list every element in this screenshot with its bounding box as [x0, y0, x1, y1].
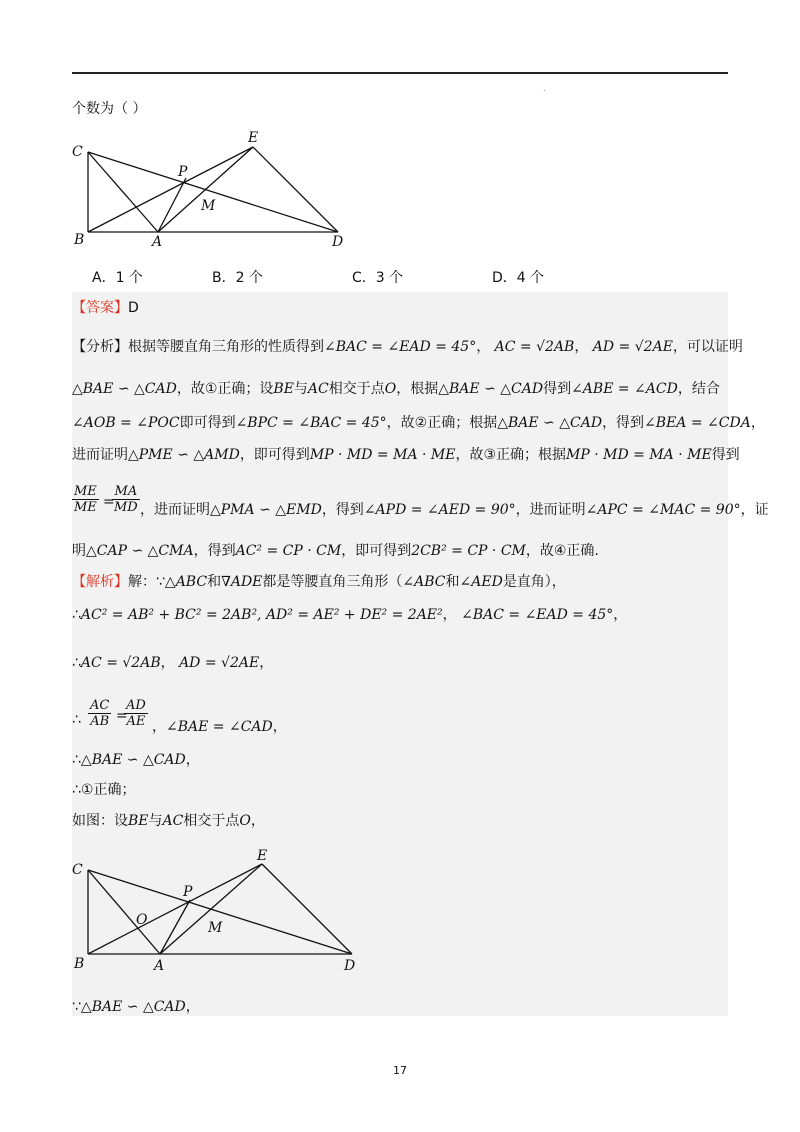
label-P: P: [183, 884, 193, 900]
analysis-line-2: △BAE ∽ △CAD，故①正确；设BE与AC相交于点O，根据△BAE ∽ △CAD得到∠ABE = ∠ACD，结合: [72, 381, 720, 397]
segment-CD: [88, 152, 338, 232]
solution-tag: 【解析】: [72, 574, 128, 590]
segment-ED: [253, 147, 338, 232]
analysis-line-5: ，进而证明△PMA ∽ △EMD，得到∠APD = ∠AED = 90°，进而证明∠APC = ∠MAC = 90°，证: [140, 502, 769, 518]
label-B: B: [74, 232, 85, 248]
label-M: M: [201, 198, 216, 214]
option-c: C．3 个: [352, 270, 404, 286]
solution-line-8: ∵△BAE ∽ △CAD，: [72, 999, 200, 1015]
analysis-line-4: 进而证明△PME ∽ △AMD，即可得到MP · MD = MA · ME，故③正确；根据MP · MD = MA · ME得到: [72, 447, 740, 463]
analysis-line-3: ∠AOB = ∠POC即可得到∠BPC = ∠BAC = 45°，故②正确；根据△BAE ∽ △CAD，得到∠BEA = ∠CDA，: [72, 415, 765, 431]
solution-line-1: 【解析】解：∵△ABC和∇ADE都是等腰直角三角形（∠ABC和∠AED是直角），: [72, 574, 566, 590]
fraction-me-me: $\frac{ME}{ME}$: [74, 484, 97, 515]
answer-tag: 【答案】: [72, 300, 128, 316]
option-b: B．2 个: [212, 270, 263, 286]
fraction-ad-ae: $\frac{AD}{AE}$: [126, 698, 146, 729]
segment-AP: [158, 178, 186, 232]
segment-CA: [88, 870, 160, 954]
page-number: 17: [393, 1064, 407, 1077]
analysis-tag: 【分析】: [72, 339, 128, 355]
geometry-figure-2: [60, 840, 380, 980]
label-A: A: [154, 958, 165, 974]
label-D: D: [332, 234, 344, 250]
answer-line: [72, 297, 139, 317]
solution-line-2: ∴AC² = AB² + BC² = 2AB², AD² = AE² + DE² = 2AE²， ∠BAC = ∠EAD = 45°，: [72, 607, 628, 623]
analysis-line-6: 明△CAP ∽ △CMA，得到AC² = CP · CM，即可得到2CB² = CP · CM，故④正确.: [72, 543, 599, 559]
header-rule: [72, 72, 728, 74]
solution-line-5: ∴△BAE ∽ △CAD，: [72, 752, 200, 768]
label-D: D: [344, 958, 356, 974]
segment-CD: [88, 870, 352, 954]
solution-therefore-4: ∴: [72, 712, 81, 728]
scan-dot: .: [543, 84, 546, 93]
label-C: C: [72, 144, 83, 160]
segment-AP: [160, 900, 190, 954]
label-O: O: [136, 912, 148, 928]
fraction-equals: =: [103, 494, 115, 510]
fraction-equals-2: =: [116, 708, 128, 724]
solution-line-3: ∴AC = √2AB， AD = √2AE，: [72, 655, 274, 671]
label-E: E: [248, 130, 259, 146]
label-P: P: [178, 164, 188, 180]
label-E: E: [257, 848, 268, 864]
label-M: M: [208, 920, 223, 936]
label-C: C: [72, 862, 83, 878]
answer-value: D: [128, 300, 139, 316]
fraction-ma-md: $\frac{MA}{MD}$: [114, 484, 138, 515]
solution-line-6: ∴①正确；: [72, 782, 136, 798]
label-B: B: [74, 956, 85, 972]
analysis-line-1: 【分析】根据等腰直角三角形的性质得到∠BAC = ∠EAD = 45°， AC = √2AB， AD = √2AE，可以证明: [72, 339, 743, 355]
option-d: D．4 个: [492, 270, 545, 286]
segment-AE: [158, 147, 253, 232]
segment-CA: [88, 152, 158, 232]
question-tail: 个数为（ ）: [72, 101, 147, 117]
solution-line-4: ，∠BAE = ∠CAD，: [152, 719, 287, 735]
fraction-ac-ab: $\frac{AC}{AB}$: [90, 698, 110, 729]
segment-ED: [262, 864, 352, 954]
label-A: A: [152, 234, 163, 250]
option-a: A．1 个: [92, 270, 143, 286]
solution-line-7: 如图：设BE与AC相交于点O，: [72, 813, 265, 829]
geometry-figure-1: [60, 126, 360, 256]
